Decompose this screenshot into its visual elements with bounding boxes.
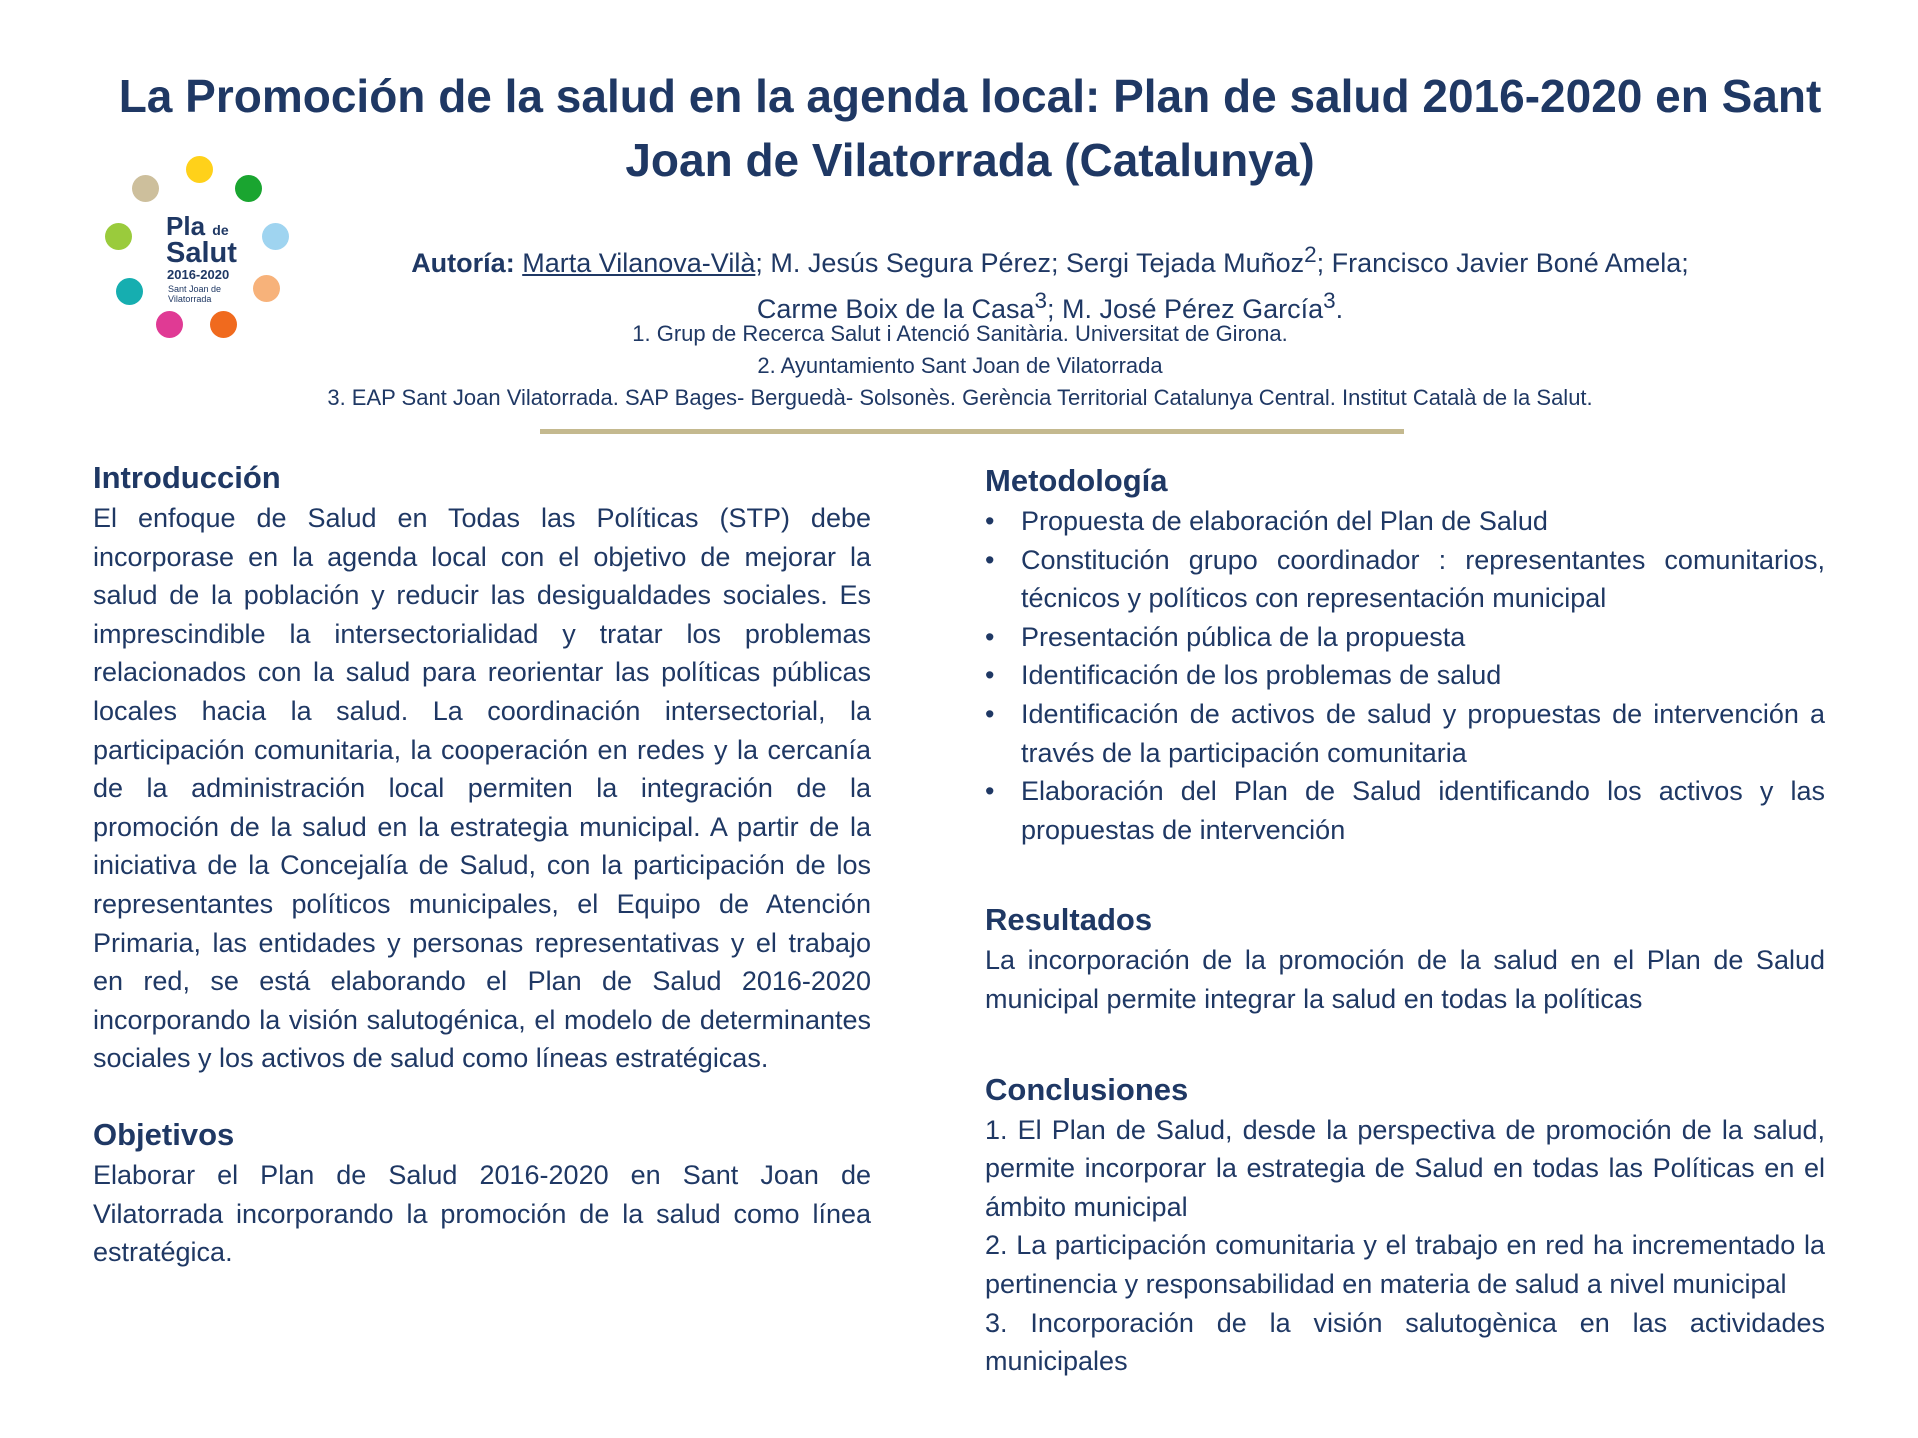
- affiliations: [200, 318, 1720, 414]
- logo-dot: [235, 175, 262, 202]
- methodology-item: • Propuesta de elaboración del Plan de Salud: [985, 502, 1825, 541]
- logo-dot: [105, 223, 132, 250]
- logo-text-de: de: [212, 222, 229, 238]
- logo-dot: [253, 275, 280, 302]
- affiliation-2: 2. Ayuntamiento Sant Joan de Vilatorrada: [757, 353, 1163, 378]
- methodology-item: • Identificación de los problemas de salud: [985, 656, 1825, 695]
- logo-dot: [132, 175, 159, 202]
- logo-dot: [262, 223, 289, 250]
- methodology-item: • Presentación pública de la propuesta: [985, 618, 1825, 657]
- affiliation-3: 3. EAP Sant Joan Vilatorrada. SAP Bages- Berguedà- Solsonès. Gerència Territorial Catalunya Central. Institut Català de la Salut.: [327, 385, 1593, 410]
- header-divider: [540, 429, 1404, 434]
- logo-text-years: 2016-2020: [167, 267, 230, 282]
- logo-text-salut: Salut: [166, 237, 237, 269]
- methodology-list: [985, 502, 1825, 849]
- authors-block: [330, 236, 1770, 328]
- methodology-item: • Elaboración del Plan de Salud identificando los activos y las propuestas de intervención: [985, 772, 1825, 849]
- authors-line-2: Carme Boix de la Casa$^3$; M. José Pérez García$^3$.: [756, 288, 1344, 324]
- logo-text-town: Sant Joan de Vilatorrada: [168, 284, 222, 304]
- right-column: [985, 460, 1825, 1381]
- authors-label: Autoría:: [411, 248, 515, 278]
- logo-dot: [116, 278, 143, 305]
- results-text: La incorporación de la promoción de la salud en el Plan de Salud municipal permite integrar la salud en todas la políticas: [985, 945, 1825, 1014]
- conclusion-item: 1. El Plan de Salud, desde la perspectiva de promoción de la salud, permite incorporar la estrategia de Salud en todas las Políticas en el ámbito municipal: [985, 1114, 1825, 1222]
- logo-dot: [186, 156, 213, 183]
- logo-dot: [156, 311, 183, 338]
- objectives-text: Elaborar el Plan de Salud 2016-2020 en Sant Joan de Vilatorrada incorporando la promoción de la salud como línea estratégica.: [93, 1159, 871, 1268]
- intro-text: El enfoque de Salud en Todas las Políticas (STP) debe incorporase en la agenda local con el objetivo de mejorar la salud de la población y reducir las desigualdades sociales. Es imprescindible la intersectorialidad y tratar los problemas relacionados con la salud para reorientar las políticas públicas locales hacia la salud. La coordinación intersectorial, la participación comunitaria, la cooperación en redes y la cercanía de la administración local permiten la integración de la promoción de la salud en la estrategia municipal. A partir de la iniciativa de la Concejalía de Salud, con la participación de los representantes políticos municipales, el Equipo de Atención Primaria, las entidades y personas representativas y el trabajo en red, se está elaborando el Plan de Salud 2016-2020 incorporando la visión salutogénica, el modelo de determinantes sociales y los activos de salud como líneas estratégicas.: [93, 503, 871, 1074]
- poster-title: La Promoción de la salud en la agenda local: Plan de salud 2016-2020 en Sant Joan de Vilatorrada (Catalunya): [118, 70, 1822, 186]
- methodology-item: • Constitución grupo coordinador : representantes comunitarios, técnicos y políticos con representación municipal: [985, 541, 1825, 618]
- methodology-item: • Identificación de activos de salud y propuestas de intervención a través de la participación comunitaria: [985, 695, 1825, 772]
- conclusion-item: 2. La participación comunitaria y el trabajo en red ha incrementado la pertinencia y responsabilidad en materia de salud a nivel municipal: [985, 1230, 1825, 1299]
- authors-line-1: Autoría: Marta Vilanova-Vilà; M. Jesús Segura Pérez; Sergi Tejada Muñoz$^2$; Francisco Javier Boné Amela;: [411, 242, 1689, 278]
- logo-text-pla: Pla: [166, 211, 206, 241]
- intro-heading: Introducción: [93, 460, 281, 495]
- results-heading: Resultados: [985, 902, 1153, 938]
- conclusion-item: 3. Incorporación de la visión salutogènica en las actividades municipales: [985, 1307, 1825, 1377]
- author-link[interactable]: Marta Vilanova-Vilà: [522, 248, 756, 278]
- left-column: [93, 457, 871, 1272]
- objectives-heading: Objetivos: [93, 1116, 235, 1152]
- pla-de-salut-logo: [100, 145, 300, 345]
- conclusions-heading: Conclusiones: [985, 1071, 1189, 1107]
- methodology-heading: Metodología: [985, 463, 1168, 498]
- affiliation-1: 1. Grup de Recerca Salut i Atenció Sanitària. Universitat de Girona.: [632, 321, 1288, 346]
